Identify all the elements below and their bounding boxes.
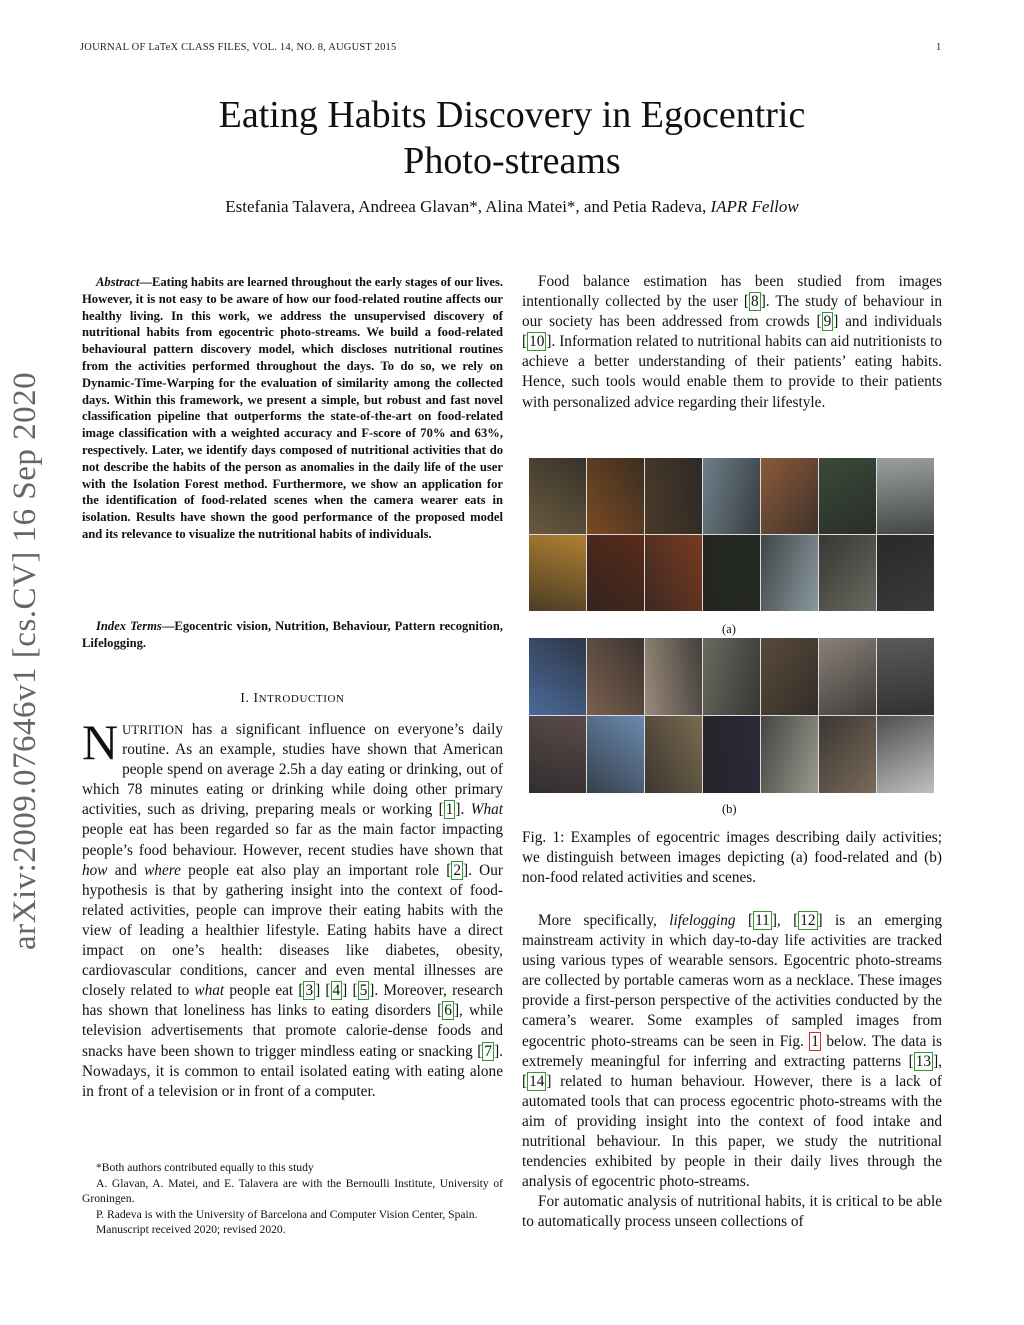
citation-link[interactable]: 2: [453, 861, 461, 879]
nonfood-photo-thumbnail: [587, 638, 644, 715]
body-text: and individuals: [838, 313, 942, 331]
food-photo-thumbnail: [819, 535, 876, 611]
nonfood-photo-thumbnail: [761, 716, 818, 793]
citation-link[interactable]: 4: [332, 982, 341, 1000]
authors: [100, 197, 924, 217]
citation-link[interactable]: 8: [751, 293, 759, 311]
citation-link[interactable]: 10: [529, 333, 545, 351]
food-photo-thumbnail: [761, 458, 818, 534]
abstract-text: —Eating habits are learned throughout the early stages of our lives. However, it is not easy to be aware of how our food-related routine affects our healthy living. In this work, we address the unsupervised discovery of nutritional habits from egocentric photo-streams. We build a food-related behavioural pattern discovery model, which discloses nutritional routines from the activities performed throughout the days. To do so, we rely on Dynamic-Time-Warping for the evaluation of similarity among the collected days. Within this framework, we present a simple, but robust and fast novel classification pipeline that outperforms the state-of-the-art on food-related image classification with a weighted accuracy and F-score of 70% and 63%, respectively. Later, we identify days composed of nutritional activities that do not describe the habits of the person as anomalies in the daily life of the user with the Isolation Forest method. Furthermore, we show an application for the identification of food-related scenes when the camera wearer eats in isolation. Results have shown the good performance of the proposed model and its relevance to visualize the nutritional habits of individuals.: [82, 275, 503, 541]
body-emphasis: lifelogging: [669, 912, 736, 929]
intro-text: people eat: [224, 982, 299, 1000]
section-title-initial: I: [253, 690, 259, 705]
intro-smallcaps: UTRITION: [122, 723, 184, 737]
arxiv-stamp: arXiv:2009.07646v1 [cs.CV] 16 Sep 2020: [7, 371, 43, 950]
body-text: is an emerging mainstream activity in which day-to-day life activities are tracked using various types of wearable sensors. Egocentric photo-streams are collected by portable cameras worn as a necklace. These images provide a first-person perspective of the activities conducted by the camera’s wearer. Some examples of sampled images from egocentric photo-streams can be seen in Fig.: [522, 912, 942, 1050]
intro-text: . Moreover, research has shown that loneliness has links to eating disorders: [82, 982, 504, 1020]
abstract: [82, 274, 503, 543]
intro-text: people eat also play an important role: [180, 861, 447, 879]
citation-link[interactable]: 7: [484, 1042, 493, 1060]
intro-text: people eat has been regarded so far as the main factor impacting people’s food behaviour. However, recent studies have shown that: [82, 821, 503, 859]
body-text: below. The data is extremely meaningful for inferring and extracting patterns: [522, 1032, 942, 1070]
nonfood-photo-thumbnail: [877, 638, 934, 715]
food-photo-thumbnail: [761, 535, 818, 611]
food-photo-thumbnail: [645, 535, 702, 611]
intro-text: . Nowadays, it is common to entail isolated eating with eating alone in front of a television or in front of a computer.: [82, 1042, 503, 1100]
intro-text: has a significant influence on everyone’s daily routine. As an example, studies have shown that American people spend on average 2.5h a day eating or drinking, out of which 78 minutes eating or drinking while doing other primary activities, such as driving, preparing meals or working: [82, 721, 503, 819]
food-photo-thumbnail: [703, 458, 760, 534]
citation-link[interactable]: 1: [445, 801, 454, 819]
index-terms-label: Index Terms: [96, 619, 162, 633]
running-header: JOURNAL OF LaTeX CLASS FILES, VOL. 14, NO. 8, AUGUST 2015: [80, 42, 397, 53]
intro-paragraph: NUTRITION has a significant influence on everyone’s daily routine. As an example, studies have shown that American people spend on average 2.5h a day eating or drinking, out of which 78 minutes eating or drinking while doing other primary activities, such as driving, preparing meals or working [ 1 ]. What people eat has been regarded so far as the main factor impacting people’s food behaviour. However, recent studies have shown that how and where people eat also play an important role [ 2 ]. Our hypothesis is that by gathering insight into the context of food-related activities, people can improve their eating habits with the view of leading a healthier lifestyle. Eating habits have a direct impact on one’s health: diseases like diabetes, obesity, cardiovascular conditions, cancer and even mental illnesses are closely related to what people eat [ 3 ] [ 4 ] [ 5 ]. Moreover, research has shown that loneliness has links to eating disorders [ 6 ], while television advertisements that promote calorie-dense foods and snacks have been shown to trigger mindless eating or snacking [ 7 ]. Nowadays, it is common to entail isolated eating with eating alone in front of a television or in front of a computer.: [82, 714, 504, 1100]
intro-text: , while television advertisements that promote calorie-dense foods and snacks have been shown to trigger mindless eating or snacking: [82, 1002, 503, 1060]
nonfood-photo-thumbnail: [703, 638, 760, 715]
nonfood-photo-thumbnail: [529, 638, 586, 715]
author-fellowship: IAPR Fellow: [710, 197, 799, 216]
figure-caption: Fig. 1: Examples of egocentric images describing daily activities; we distinguish between images depicting (a) food-related and (b) non-food related activities and scenes.: [522, 829, 942, 887]
food-photo-thumbnail: [587, 535, 644, 611]
right-paragraph-top: Food balance estimation has been studied from images intentionally collected by the user [ 8 ]. The study of behaviour in our society has been addressed from crowds [ 9 ] and individuals [ 10 ]. Information related to nutritional habits can aid nutritionists to achieve a better understanding of their patients’ eating habits. Hence, such tools would enable them to provide to their patients with personalized advice regarding their lifestyle.: [522, 273, 942, 411]
body-text: . Information related to nutritional habits can aid nutritionists to achieve a better understanding of their patients’ eating habits. Hence, such tools would enable them to provide to their patients with personalized advice regarding their lifestyle.: [522, 333, 942, 411]
nonfood-photo-thumbnail: [819, 638, 876, 715]
food-photo-thumbnail: [529, 535, 586, 611]
body-text: For automatic analysis of nutritional habits, it is critical to be able to automatically process unseen collections of: [522, 1193, 942, 1231]
food-photo-thumbnail: [587, 458, 644, 534]
nonfood-photo-thumbnail: [761, 638, 818, 715]
intro-emphasis: What: [470, 801, 504, 819]
intro-text: .: [460, 801, 471, 819]
footnotes: [82, 1160, 503, 1238]
nonfood-photo-thumbnail: [703, 716, 760, 793]
intro-text: . Our hypothesis is that by gathering insight into the context of food-related activities, people can improve their eating habits with the view of leading a healthier lifestyle. Eating habits have a direct impact on one’s health: diseases like diabetes, obesity, cardiovascular conditions, cancer and even mental illnesses are closely related to: [82, 861, 503, 1000]
citation-link[interactable]: 14: [529, 1072, 545, 1090]
intro-emphasis: where: [144, 861, 181, 879]
body-text: . The study of behaviour in our society has been addressed from crowds: [522, 293, 942, 331]
figure-link[interactable]: 1: [811, 1032, 819, 1050]
right-paragraph-bottom: More specifically, lifelogging [ 11 ], [ 12 ] is an emerging mainstream activity in which day-to-day life activities are tracked using various types of wearable sensors. Egocentric photo-streams are collected by portable cameras worn as a necklace. These images provide a first-person perspective of the activities conducted by the camera’s wearer. Some examples of sampled images from egocentric photo-streams can be seen in Fig. 1 below. The data is extremely meaningful for inferring and extracting patterns [ 13 ], [ 14 ] related to human behaviour. However, there is a lack of automated tools that can process egocentric photo-streams with the aim of providing insight into the context of food intake and nutritional behaviour. In this paper, we study the nutritional tendencies exhibited by people in their daily lives through the analysis of egocentric photo-streams. For automatic analysis of nutritional habits, it is critical to be able to automatically process unseen collections of: [522, 911, 942, 1233]
section-heading: [82, 690, 503, 706]
intro-text: and: [107, 861, 145, 879]
footnote: A. Glavan, A. Matei, and E. Talavera are with the Bernoulli Institute, University of Groningen.: [82, 1176, 503, 1205]
abstract-label: Abstract: [96, 275, 140, 289]
nonfood-photo-thumbnail: [645, 638, 702, 715]
figure-sublabel-b: (b): [722, 802, 737, 816]
title-line-1: Eating Habits Discovery in Egocentric: [218, 94, 806, 136]
footnote: Manuscript received 2020; revised 2020.: [96, 1223, 286, 1236]
drop-cap: N: [82, 714, 119, 770]
paper-title: [100, 92, 924, 184]
figure-grid-food: [529, 458, 934, 611]
section-numeral: I.: [240, 690, 250, 705]
food-photo-thumbnail: [877, 535, 934, 611]
index-terms-text: —Egocentric vision, Nutrition, Behaviour, Pattern recognition, Lifelogging.: [82, 619, 503, 650]
footnote: *Both authors contributed equally to this study: [96, 1161, 314, 1174]
food-photo-thumbnail: [645, 458, 702, 534]
section-title-rest: NTRODUCTION: [258, 693, 345, 705]
author-names: Estefania Talavera, Andreea Glavan*, Alina Matei*, and Petia Radeva,: [225, 197, 707, 216]
citation-link[interactable]: 3: [305, 982, 314, 1000]
citation-link[interactable]: 6: [444, 1002, 452, 1020]
body-text: Food balance estimation has been studied from images intentionally collected by the user: [522, 273, 942, 311]
figure-grid-nonfood: [529, 638, 934, 793]
footnote: P. Radeva is with the University of Barcelona and Computer Vision Center, Spain.: [96, 1207, 478, 1221]
title-line-2: Photo-streams: [403, 140, 621, 182]
nonfood-photo-thumbnail: [877, 716, 934, 793]
citation-link[interactable]: 11: [755, 912, 770, 929]
intro-emphasis: what: [194, 982, 225, 1000]
nonfood-photo-thumbnail: [587, 716, 644, 793]
nonfood-photo-thumbnail: [645, 716, 702, 793]
intro-emphasis: how: [82, 861, 108, 879]
citation-link[interactable]: 13: [915, 1052, 932, 1070]
body-text: related to human behaviour. However, there is a lack of automated tools that can process egocentric photo-streams with the aim of providing insight into the context of food intake and nutritional behaviour. In this paper, we study the nutritional tendencies exhibited by people in their daily lives through the analysis of egocentric photo-streams.: [522, 1072, 942, 1191]
nonfood-photo-thumbnail: [819, 716, 876, 793]
citation-link[interactable]: 9: [823, 313, 832, 331]
body-text: More specifically,: [538, 912, 670, 929]
citation-link[interactable]: 5: [359, 982, 368, 1000]
nonfood-photo-thumbnail: [529, 716, 586, 793]
food-photo-thumbnail: [877, 458, 934, 534]
food-photo-thumbnail: [819, 458, 876, 534]
page-number: 1: [936, 42, 942, 53]
figure-sublabel-a: (a): [722, 622, 736, 636]
index-terms: [82, 618, 503, 652]
food-photo-thumbnail: [703, 535, 760, 611]
food-photo-thumbnail: [529, 458, 586, 534]
citation-link[interactable]: 12: [800, 912, 816, 929]
